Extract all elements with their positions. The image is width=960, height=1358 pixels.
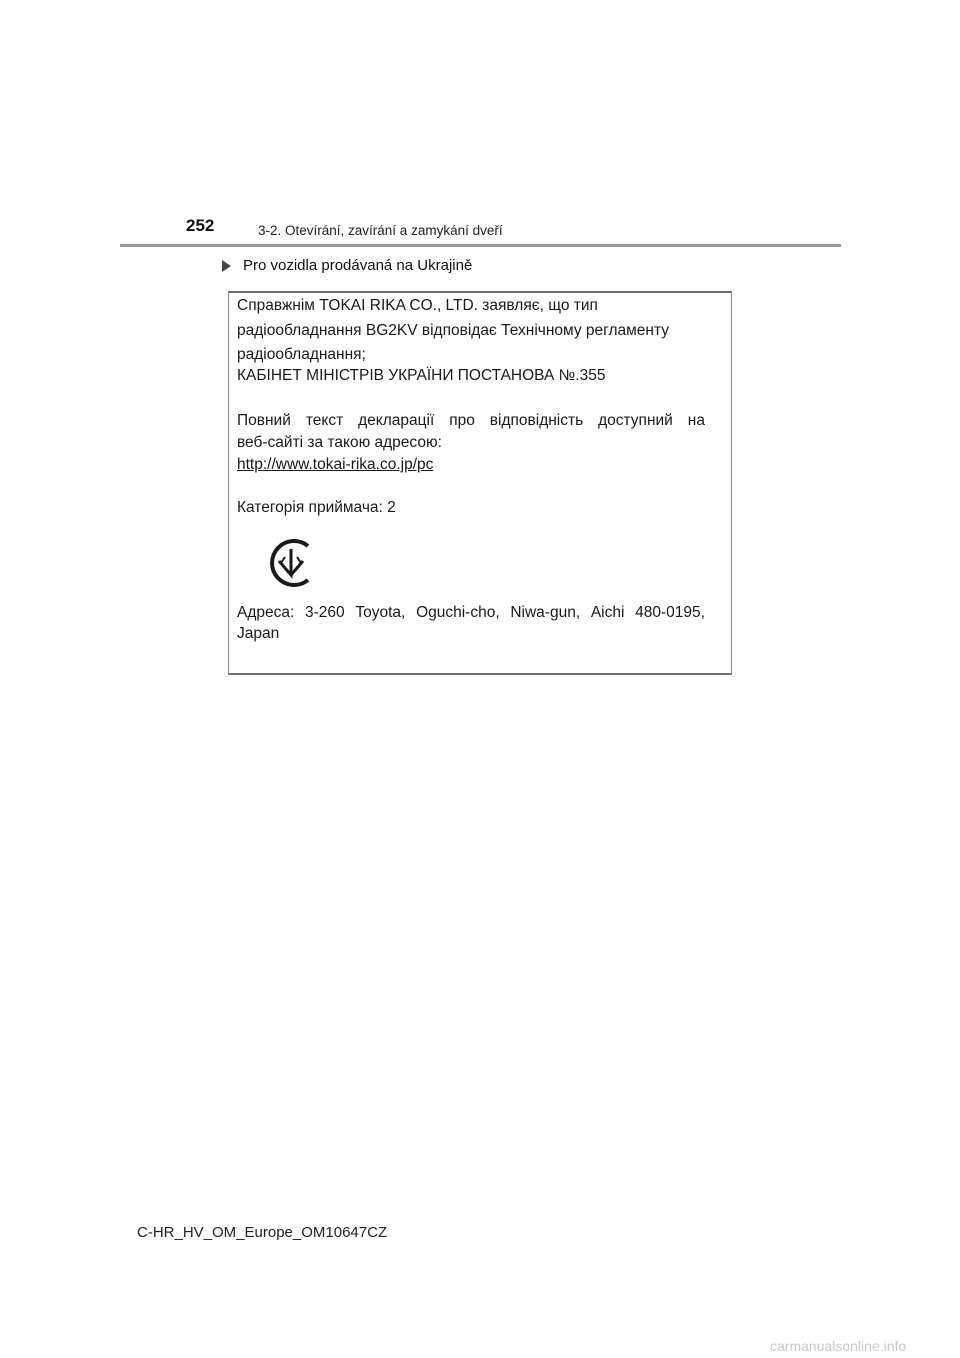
ukrainian-conformity-mark-icon [261, 533, 321, 593]
word: Toyota, [355, 604, 406, 621]
bullet-item [222, 257, 472, 274]
address-line-2: Japan [237, 625, 280, 642]
watermark: carmanualsonline.info [770, 1338, 907, 1354]
word: про [449, 412, 475, 429]
word: доступний [598, 412, 673, 429]
page-number: 252 [186, 216, 215, 235]
declaration-line-4: КАБІНЕТ МІНІСТРІВ УКРАЇНИ ПОСТАНОВА №.355 [237, 367, 606, 384]
declaration-line-5 [237, 412, 705, 430]
word: на [687, 412, 705, 429]
declaration-line-1: Справжнім TOKAI RIKA CO., LTD. заявляє, що тип [237, 297, 598, 314]
word: 3-260 [305, 604, 345, 621]
word: Повний [237, 412, 291, 429]
word: декларації [358, 412, 435, 429]
declaration-line-2: радіообладнання BG2KV відповідає Технічному регламенту [237, 322, 670, 339]
word: Адреса: [237, 604, 295, 621]
word: 480-0195, [635, 604, 705, 621]
declaration-link[interactable]: http://www.tokai-rika.co.jp/pc [237, 456, 434, 473]
word: текст [305, 412, 344, 429]
header-rule [120, 244, 841, 247]
word: Niwa-gun, [510, 604, 581, 621]
declaration-box [228, 291, 732, 675]
footer-document-id: C-HR_HV_OM_Europe_OM10647CZ [137, 1224, 388, 1241]
address-line-1 [237, 604, 705, 622]
triangle-bullet-icon [222, 260, 231, 272]
word: Oguchi-cho, [416, 604, 500, 621]
receiver-category: Категорія приймача: 2 [237, 499, 396, 516]
word: відповідність [489, 412, 584, 429]
section-title: 3-2. Otevírání, zavírání a zamykání dveří [258, 223, 503, 238]
declaration-line-3: радіообладнання; [237, 346, 366, 363]
word: Aichi [590, 604, 625, 621]
declaration-line-6: веб-сайті за такою адресою: [237, 434, 442, 451]
bullet-text: Pro vozidla prodávaná na Ukrajině [243, 257, 473, 274]
